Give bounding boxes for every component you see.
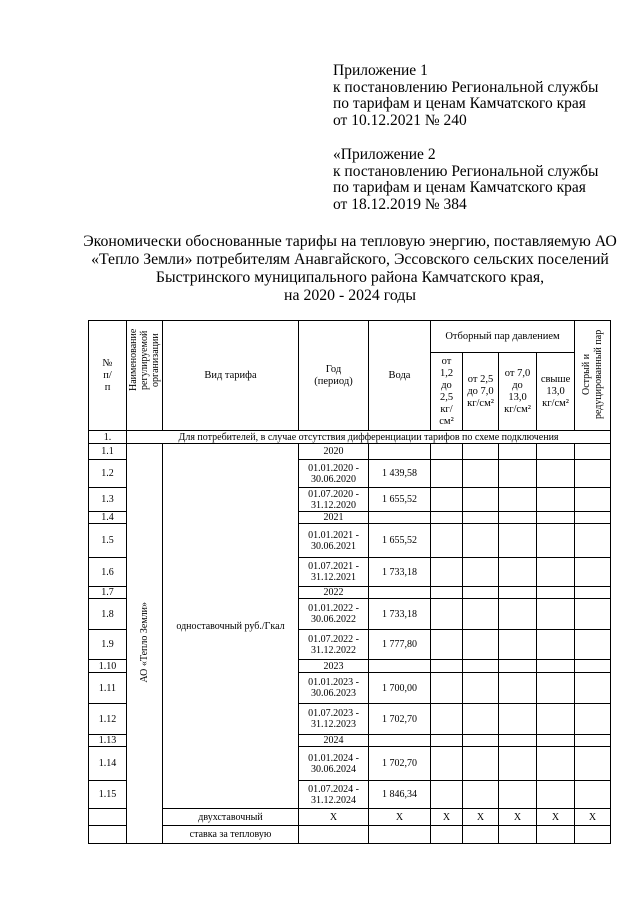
live-steam-cell: [575, 673, 611, 704]
steam-cell: [537, 587, 575, 599]
steam-cell: [463, 488, 499, 512]
steam-cell: [463, 558, 499, 587]
table-header-row: [89, 321, 611, 353]
steam-cell: [463, 444, 499, 460]
steam-cell: [463, 630, 499, 660]
steam-cell: [499, 673, 537, 704]
period-cell: 2020: [299, 444, 369, 460]
period-cell: X: [299, 809, 369, 826]
appendix-2-line: к постановлению Региональной службы: [333, 162, 599, 180]
steam-cell: [463, 512, 499, 524]
steam-cell: [431, 747, 463, 781]
steam-cell: [499, 630, 537, 660]
period-cell: 01.07.2020 - 31.12.2020: [299, 488, 369, 512]
steam-cell: [499, 826, 537, 844]
live-steam-cell: X: [575, 809, 611, 826]
steam-cell: [537, 512, 575, 524]
live-steam-cell: [575, 587, 611, 599]
period-cell: 01.01.2020 - 30.06.2020: [299, 460, 369, 488]
row-number-cell: 1.9: [89, 630, 127, 660]
steam-cell: [499, 460, 537, 488]
water-tariff-cell: [369, 826, 431, 844]
row-number-cell: 1.8: [89, 599, 127, 630]
steam-cell: [431, 524, 463, 558]
steam-cell: [537, 735, 575, 747]
tariff-type-cell: двухставочный: [163, 809, 299, 826]
steam-cell: [537, 747, 575, 781]
appendix-2-block: [333, 147, 598, 214]
header-tariff-type: [163, 321, 299, 431]
live-steam-cell: [575, 460, 611, 488]
period-cell: 01.07.2024 - 31.12.2024: [299, 781, 369, 809]
row-number-cell: 1.14: [89, 747, 127, 781]
appendix-2-line: «Приложение 2: [333, 146, 436, 163]
steam-cell: [431, 444, 463, 460]
header-steam-7-0-13-0: от 7,0 до 13,0 кг/см²: [499, 353, 537, 431]
steam-cell: [537, 826, 575, 844]
row-number-cell: 1.12: [89, 704, 127, 735]
steam-cell: [431, 660, 463, 673]
steam-cell: [499, 781, 537, 809]
water-tariff-cell: 1 700,00: [369, 673, 431, 704]
steam-cell: [463, 524, 499, 558]
steam-cell: [431, 587, 463, 599]
row-number-cell: 1.7: [89, 587, 127, 599]
steam-cell: [499, 524, 537, 558]
row-number-cell: 1.2: [89, 460, 127, 488]
title-line: «Тепло Земли» потребителям Анавгайского, Эссовского сельских поселений: [91, 251, 609, 268]
appendix-1-line: к постановлению Региональной службы: [333, 78, 599, 96]
water-tariff-cell: 1 439,58: [369, 460, 431, 488]
table-row: [89, 444, 611, 460]
live-steam-cell: [575, 599, 611, 630]
steam-cell: [431, 488, 463, 512]
steam-cell: [537, 673, 575, 704]
appendix-1-block: [333, 63, 598, 130]
title-line: Быстринского муниципального района Камчатского края,: [155, 269, 545, 286]
tariff-type-cell: [163, 444, 299, 809]
header-steam-2-5-7-0: от 2,5 до 7,0 кг/см²: [463, 353, 499, 431]
water-tariff-cell: 1 846,34: [369, 781, 431, 809]
organization-cell: [127, 444, 163, 844]
steam-cell: [537, 488, 575, 512]
header-steam-1-2-2-5: от 1,2 до 2,5 кг/см²: [431, 353, 463, 431]
steam-cell: [499, 660, 537, 673]
steam-cell: [537, 781, 575, 809]
steam-cell: X: [537, 809, 575, 826]
organization-name: АО «Тепло Земли»: [139, 601, 150, 683]
header-water: [369, 321, 431, 431]
period-cell: 2022: [299, 587, 369, 599]
live-steam-cell: [575, 735, 611, 747]
live-steam-cell: [575, 781, 611, 809]
row-number-cell: 1.11: [89, 673, 127, 704]
steam-cell: [431, 599, 463, 630]
live-steam-cell: [575, 524, 611, 558]
table-row: [89, 826, 611, 844]
live-steam-cell: [575, 660, 611, 673]
header-live-steam: [575, 321, 611, 431]
period-cell: 01.01.2024 - 30.06.2024: [299, 747, 369, 781]
appendix-1-line: по тарифам и ценам Камчатского края: [333, 95, 586, 113]
row-number-cell: 1.1: [89, 444, 127, 460]
steam-cell: [463, 673, 499, 704]
row-number-cell: 1.15: [89, 781, 127, 809]
steam-cell: [431, 558, 463, 587]
steam-cell: [537, 630, 575, 660]
steam-cell: [499, 512, 537, 524]
live-steam-cell: [575, 704, 611, 735]
period-cell: [299, 826, 369, 844]
period-cell: 2021: [299, 512, 369, 524]
row-number-cell: 1.5: [89, 524, 127, 558]
steam-cell: [463, 460, 499, 488]
live-steam-cell: [575, 826, 611, 844]
water-tariff-cell: [369, 444, 431, 460]
title-line: на 2020 - 2024 годы: [284, 287, 416, 304]
steam-cell: [537, 524, 575, 558]
header-water-label: Вода: [388, 369, 411, 381]
appendix-2-line: по тарифам и ценам Камчатского края: [333, 179, 586, 197]
water-tariff-cell: 1 702,70: [369, 704, 431, 735]
steam-cell: [537, 599, 575, 630]
header-row-number: [89, 321, 127, 431]
live-steam-cell: [575, 747, 611, 781]
appendix-2-line: от 18.12.2019 № 384: [333, 196, 467, 214]
row-number-cell: [89, 826, 127, 844]
period-cell: 01.01.2023 - 30.06.2023: [299, 673, 369, 704]
steam-cell: [431, 704, 463, 735]
row-number-cell: 1.10: [89, 660, 127, 673]
live-steam-cell: [575, 630, 611, 660]
row-number-cell: 1.13: [89, 735, 127, 747]
water-tariff-cell: 1 655,52: [369, 488, 431, 512]
header-organization: [127, 321, 163, 431]
steam-cell: [499, 558, 537, 587]
steam-cell: X: [499, 809, 537, 826]
header-steam-over-13-0: свыше 13,0 кг/см²: [537, 353, 575, 431]
steam-cell: X: [463, 809, 499, 826]
water-tariff-cell: 1 733,18: [369, 599, 431, 630]
section-number-cell: 1.: [89, 431, 127, 444]
header-period: [299, 321, 369, 431]
steam-cell: [499, 587, 537, 599]
header-organization-label: Наименование регулируемой организации: [128, 328, 161, 392]
water-tariff-cell: [369, 512, 431, 524]
row-number-cell: 1.6: [89, 558, 127, 587]
water-tariff-cell: 1 702,70: [369, 747, 431, 781]
header-live-steam-label: Острый и редуцированный пар: [580, 328, 604, 419]
table-row: [89, 809, 611, 826]
header-extraction-steam: [431, 321, 575, 353]
steam-cell: [431, 460, 463, 488]
water-tariff-cell: [369, 587, 431, 599]
period-cell: 01.01.2022 - 30.06.2022: [299, 599, 369, 630]
row-number-cell: 1.3: [89, 488, 127, 512]
title-line: Экономически обоснованные тарифы на тепловую энергию, поставляемую АО: [83, 233, 617, 250]
steam-cell: [499, 444, 537, 460]
tariff-table: [88, 320, 611, 844]
steam-cell: X: [431, 809, 463, 826]
steam-cell: [499, 488, 537, 512]
section-label: Для потребителей, в случае отсутствия дифференциации тарифов по схеме подключения: [127, 431, 611, 444]
row-number-cell: [89, 809, 127, 826]
steam-cell: [463, 704, 499, 735]
period-cell: 01.07.2022 - 31.12.2022: [299, 630, 369, 660]
period-cell: 2023: [299, 660, 369, 673]
steam-cell: [499, 747, 537, 781]
water-tariff-cell: 1 733,18: [369, 558, 431, 587]
appendix-1-line: от 10.12.2021 № 240: [333, 112, 467, 130]
steam-cell: [463, 826, 499, 844]
water-tariff-cell: 1 655,52: [369, 524, 431, 558]
period-cell: 2024: [299, 735, 369, 747]
live-steam-cell: [575, 512, 611, 524]
water-tariff-cell: [369, 735, 431, 747]
period-cell: 01.01.2021 - 30.06.2021: [299, 524, 369, 558]
steam-cell: [537, 444, 575, 460]
live-steam-cell: [575, 488, 611, 512]
water-tariff-cell: X: [369, 809, 431, 826]
period-cell: 01.07.2023 - 31.12.2023: [299, 704, 369, 735]
steam-cell: [431, 781, 463, 809]
steam-cell: [463, 781, 499, 809]
steam-cell: [431, 826, 463, 844]
steam-cell: [537, 460, 575, 488]
steam-cell: [463, 747, 499, 781]
steam-cell: [431, 735, 463, 747]
steam-cell: [431, 673, 463, 704]
header-extraction-steam-label: Отборный пар давлением: [445, 330, 560, 342]
steam-cell: [431, 630, 463, 660]
tariff-type-label: одноставочный руб./Гкал: [176, 620, 285, 632]
steam-cell: [431, 512, 463, 524]
header-period-label: Год (период): [314, 363, 353, 387]
steam-cell: [499, 599, 537, 630]
water-tariff-cell: [369, 660, 431, 673]
tariff-type-cell: ставка за тепловую: [163, 826, 299, 844]
period-cell: 01.07.2021 - 31.12.2021: [299, 558, 369, 587]
steam-cell: [499, 735, 537, 747]
section-row: [89, 431, 611, 444]
document-title: [70, 233, 630, 305]
steam-cell: [463, 599, 499, 630]
steam-cell: [463, 587, 499, 599]
steam-cell: [537, 558, 575, 587]
live-steam-cell: [575, 444, 611, 460]
appendix-1-line: Приложение 1: [333, 62, 428, 79]
steam-cell: [537, 704, 575, 735]
steam-cell: [463, 735, 499, 747]
header-tariff-type-label: Вид тарифа: [204, 369, 257, 381]
steam-cell: [499, 704, 537, 735]
row-number-cell: 1.4: [89, 512, 127, 524]
header-row-number-label: № п/п: [102, 357, 113, 393]
water-tariff-cell: 1 777,80: [369, 630, 431, 660]
steam-cell: [463, 660, 499, 673]
live-steam-cell: [575, 558, 611, 587]
steam-cell: [537, 660, 575, 673]
